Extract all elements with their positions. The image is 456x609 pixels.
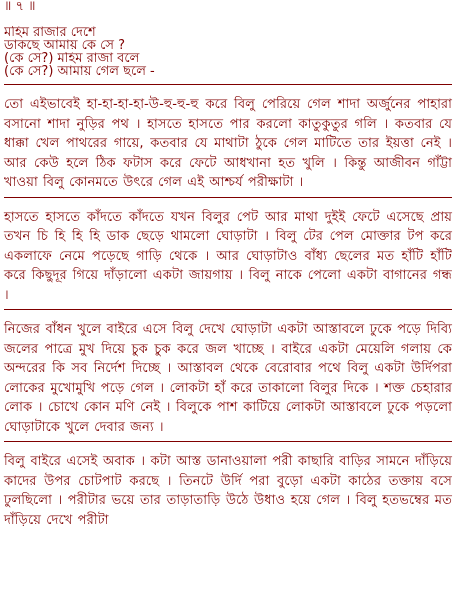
chapter-number: ॥ ৭ ॥: [4, 0, 36, 14]
poem-line: (কে সে?) মহিম রাজা বলে: [4, 52, 140, 65]
section-divider: [4, 197, 452, 198]
paragraph: তো এইভাবেই হা-হা-হা-হা-উ-হু-হু-হু করে বিলু পেরিয়ে গেল শাদা অর্জুনের পাহারা বসানো শাদা নুড়ির পথ । হাসতে হাসতে পার করলো কাতুকুতুর গলি । কতবার যে ধাক্কা খেল পাথরের গায়ে, কতবার যে মাথাটা ঠুকে গেল মাটিতে তার ইয়ত্তা নেই । আর কেউ হলে ঠিক ফটাস করে ফেটে আধখানা হত খুলি । কিন্তু আজীবন গাঁট্টা খাওয়া বিলু কোনমতে উৎরে গেল এই আশ্চর্য পরীক্ষাটা ।: [4, 97, 452, 190]
paragraph: বিলু বাইরে এসেই অবাক । কটা আস্ত ডানাওয়ালা পরী কাছারি বাড়ির সামনে দাঁড়িয়ে কাদের উপর চোটপাট করছে । তিনটে উর্দি পরা বুড়ো একটা কাঠের তক্তায় বসে ঢুলছিলো । পরীটার ভয়ে তার তাড়াতাড়ি উঠে উধাও হয়ে গেল । বিলু হতভম্বের মত দাঁড়িয়ে দেখে পরীটা: [4, 454, 452, 528]
poem-line: মহিম রাজার দেশে: [4, 26, 96, 39]
poem-line: (কে সে?) আমায় গেল ছলে -: [4, 65, 155, 78]
section-divider: [4, 84, 452, 85]
section-divider: [4, 441, 452, 442]
poem-line: ডাকছে আমায় কে সে ?: [4, 39, 126, 52]
poem-verse: [4, 26, 452, 78]
section-divider: [4, 309, 452, 310]
paragraph: হাসতে হাসতে কাঁদতে কাঁদতে যখন বিলুর পেট আর মাথা দুইই ফেটে এসেছে প্রায় তখন চি হি হি হি ডাক ছেড়ে থামলো ঘোড়াটা । বিলু টের পেল মোক্তার টপ করে একলাফে নেমে পড়েছে গাড়ি থেকে । আর ঘোড়াটাও বাঁধ্য ছেলের মত হাঁটি হাঁটি করে কিছুদূর গিয়ে দাঁড়ালো একটা জায়গায় । বিলু নাকে পেলো একটা বাগানের গন্ধ ।: [4, 209, 452, 303]
paragraph: নিজের বাঁধন খুলে বাইরে এসে বিলু দেখে ঘোড়াটা একটা আস্তাবলে ঢুকে পড়ে দিব্যি জলের পাত্রে মুখ দিয়ে চুক চুক করে জল খাচ্ছে । বাইরে একটা মেয়েলি গলায় কে অন্দরের কি সব নির্দেশ দিচ্ছে । আস্তাবল থেকে বেরোবার পথে বিলু একটা উর্দিপরা লোকের মুখোমুখি পড়ে গেল । লোকটা হাঁ করে তাকালো বিলুর দিকে । শক্ত চেহারার লোক । চোখে কোন মণি নেই । বিলুকে পাশ কাটিয়ে লোকটা আস্তাবলে ঢুকে পড়লো ঘোড়াটাকে খুলে দেবার জন্য ।: [4, 322, 452, 435]
